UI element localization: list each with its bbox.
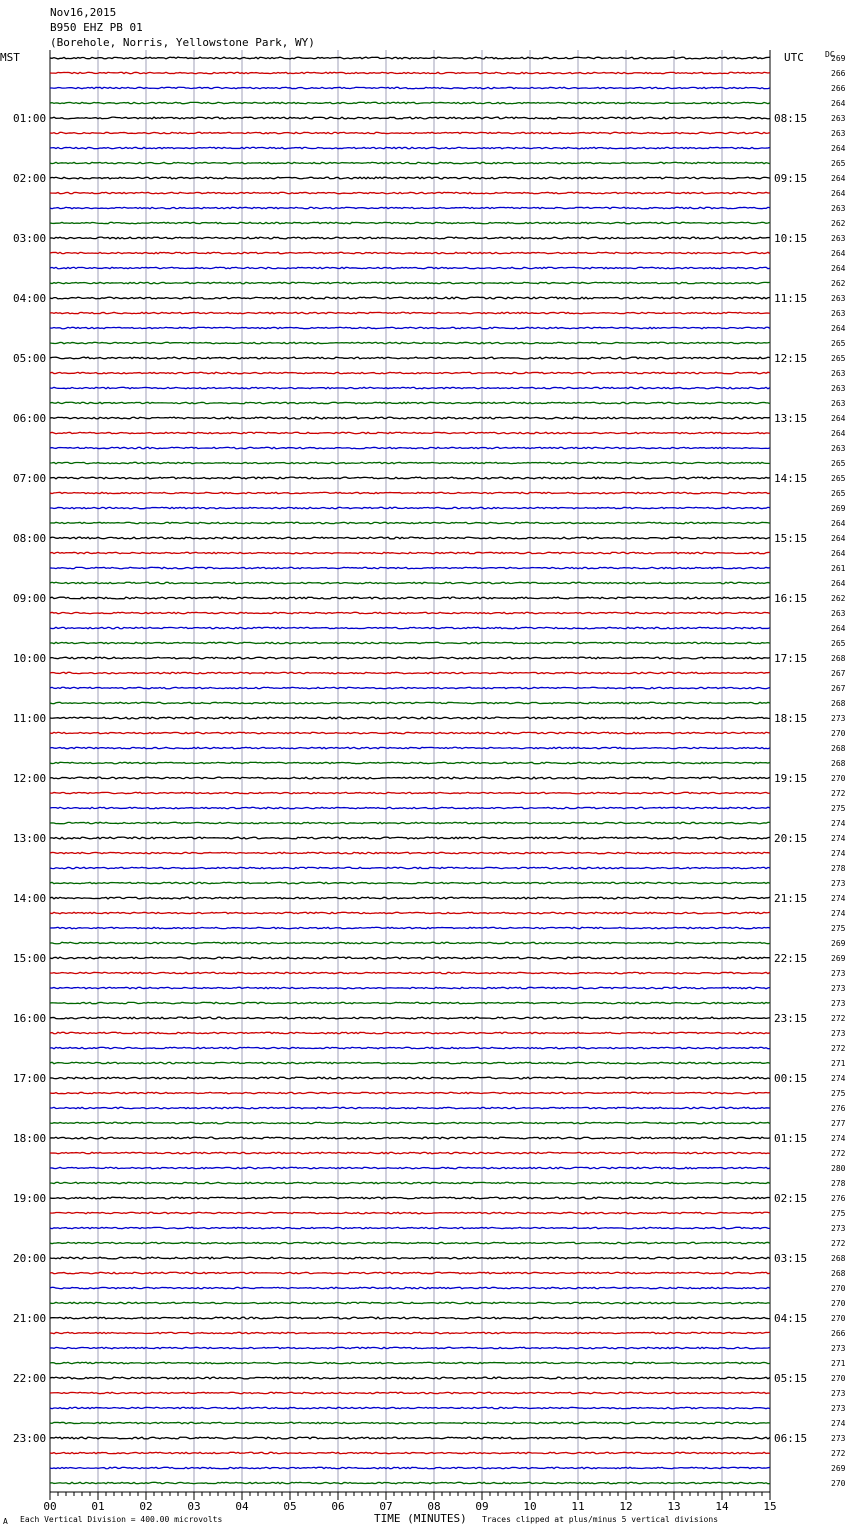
seismic-trace (50, 1332, 770, 1334)
utc-hour-label: 13:15 (774, 412, 808, 425)
dc-offset-label: 263 (831, 444, 846, 453)
seismic-trace (50, 432, 770, 433)
utc-hour-label: 02:15 (774, 1192, 808, 1205)
x-tick-label: 05 (283, 1500, 297, 1513)
dc-offset-label: 265 (831, 639, 846, 648)
dc-offset-label: 268 (831, 744, 846, 753)
seismic-trace (50, 72, 770, 74)
dc-offset-label: 264 (831, 624, 846, 633)
clip-note: Traces clipped at plus/minus 5 vertical divisions (482, 1515, 719, 1524)
dc-offset-label: 264 (831, 519, 846, 528)
utc-hour-label: 04:15 (774, 1312, 808, 1325)
dc-offset-label: 274 (831, 1074, 846, 1083)
dc-offset-label: 270 (831, 1299, 846, 1308)
dc-offset-label: 264 (831, 99, 846, 108)
seismic-trace (50, 942, 770, 944)
dc-offset-label: 273 (831, 1404, 846, 1413)
x-tick-label: 04 (235, 1500, 249, 1513)
dc-offset-label: 264 (831, 249, 846, 258)
utc-hour-label: 20:15 (774, 832, 808, 845)
dc-offset-label: 261 (831, 564, 846, 573)
station-code: B950 EHZ PB 01 (50, 21, 143, 34)
seismic-trace (50, 897, 770, 899)
seismic-trace (50, 507, 770, 508)
dc-offset-label: 263 (831, 129, 846, 138)
seismic-trace (50, 687, 770, 689)
left-timezone-label: MST (0, 51, 20, 64)
seismic-trace (50, 117, 770, 119)
dc-offset-label: 269 (831, 1464, 846, 1473)
dc-offset-label: 276 (831, 1194, 846, 1203)
seismic-trace (50, 402, 770, 403)
vertical-grid (50, 50, 770, 1492)
x-tick-label: 08 (427, 1500, 441, 1513)
dc-offset-label: 264 (831, 549, 846, 558)
dc-offset-label: 275 (831, 1089, 846, 1098)
dc-offset-label: 274 (831, 894, 846, 903)
seismic-trace (50, 867, 770, 868)
dc-offset-label: 267 (831, 669, 846, 678)
dc-offset-label: 264 (831, 534, 846, 543)
utc-hour-label: 17:15 (774, 652, 808, 665)
dc-offset-label: 273 (831, 1344, 846, 1353)
seismic-trace (50, 957, 770, 959)
mst-hour-label: 18:00 (13, 1132, 47, 1145)
mst-hour-label: 07:00 (13, 472, 47, 485)
dc-offset-label: 270 (831, 1374, 846, 1383)
dc-offset-label: 274 (831, 834, 846, 843)
seismic-trace (50, 192, 770, 194)
mst-hour-label: 10:00 (13, 652, 47, 665)
dc-offset-label: 277 (831, 1119, 846, 1128)
seismic-trace (50, 972, 770, 973)
mst-hour-label: 05:00 (13, 352, 47, 365)
seismic-trace (50, 177, 770, 179)
seismic-trace (50, 702, 770, 704)
seismic-trace (50, 1122, 770, 1124)
seismic-trace (50, 807, 770, 809)
x-tick-label: 11 (571, 1500, 585, 1513)
mst-hour-label: 23:00 (13, 1432, 47, 1445)
mst-hour-label: 11:00 (13, 712, 47, 725)
trace-group (50, 57, 770, 1484)
utc-hour-label: 19:15 (774, 772, 808, 785)
seismic-trace (50, 612, 770, 613)
utc-hour-label: 09:15 (774, 172, 808, 185)
seismic-trace (50, 477, 770, 479)
x-tick-label: 15 (763, 1500, 777, 1513)
seismic-trace (50, 1467, 770, 1469)
seismic-trace (50, 1107, 770, 1108)
utc-hour-label: 11:15 (774, 292, 808, 305)
dc-offset-label: 262 (831, 219, 846, 228)
seismic-trace (50, 837, 770, 839)
scale-note: Each Vertical Division = 400.00 microvolts (20, 1515, 223, 1524)
seismic-trace (50, 747, 770, 748)
seismic-trace (50, 732, 770, 733)
seismic-trace (50, 642, 770, 643)
x-tick-label: 07 (379, 1500, 393, 1513)
utc-hour-label: 16:15 (774, 592, 808, 605)
mst-hour-label: 20:00 (13, 1252, 47, 1265)
seismic-trace (50, 882, 770, 884)
seismic-trace (50, 537, 770, 539)
seismic-trace (50, 1482, 770, 1483)
x-axis (43, 1492, 776, 1513)
dc-offset-label: 273 (831, 1434, 846, 1443)
seismic-trace (50, 87, 770, 88)
dc-offset-label: 264 (831, 429, 846, 438)
seismic-trace (50, 777, 770, 779)
seismic-trace (50, 372, 770, 374)
dc-offset-label: 269 (831, 939, 846, 948)
utc-hour-label: 00:15 (774, 1072, 808, 1085)
seismic-trace (50, 1242, 770, 1244)
seismic-trace (50, 582, 770, 583)
seismic-trace (50, 327, 770, 328)
seismic-trace (50, 267, 770, 269)
seismic-trace (50, 1062, 770, 1064)
mst-hour-label: 06:00 (13, 412, 47, 425)
seismic-trace (50, 1257, 770, 1259)
dc-offset-label: 272 (831, 1449, 846, 1458)
dc-offset-label: 264 (831, 324, 846, 333)
seismic-trace (50, 672, 770, 673)
mst-hour-label: 03:00 (13, 232, 47, 245)
mst-hour-label: 02:00 (13, 172, 47, 185)
seismic-trace (50, 1362, 770, 1364)
seismic-trace (50, 717, 770, 719)
seismic-trace (50, 342, 770, 343)
mst-hour-label: 14:00 (13, 892, 47, 905)
dc-offset-label: 274 (831, 1134, 846, 1143)
dc-offset-label: 264 (831, 174, 846, 183)
dc-offset-label: 265 (831, 339, 846, 348)
dc-offset-label: 271 (831, 1059, 846, 1068)
dc-offset-label: 272 (831, 1239, 846, 1248)
mst-hour-label: 15:00 (13, 952, 47, 965)
utc-hour-label: 10:15 (774, 232, 808, 245)
dc-offset-label: 263 (831, 204, 846, 213)
dc-offset-label: 263 (831, 294, 846, 303)
seismic-trace (50, 567, 770, 568)
dc-offset-label: 269 (831, 504, 846, 513)
dc-offset-label: 274 (831, 819, 846, 828)
seismic-trace (50, 522, 770, 523)
dc-offset-label: 280 (831, 1164, 846, 1173)
right-timezone-label: UTC (784, 51, 804, 64)
seismic-trace (50, 417, 770, 419)
seismic-trace (50, 912, 770, 913)
seismic-trace (50, 1047, 770, 1048)
dc-offset-label: 266 (831, 69, 846, 78)
dc-offset-label: 273 (831, 1224, 846, 1233)
seismic-trace (50, 822, 770, 824)
seismic-trace (50, 792, 770, 794)
seismic-trace (50, 312, 770, 313)
seismic-trace (50, 1272, 770, 1274)
dc-offset-label: 264 (831, 264, 846, 273)
dc-offset-label: 269 (831, 54, 846, 63)
dc-offset-label: 263 (831, 399, 846, 408)
seismic-trace (50, 162, 770, 164)
utc-hour-label: 06:15 (774, 1432, 808, 1445)
seismic-trace (50, 1287, 770, 1289)
seismic-trace (50, 57, 770, 59)
seismic-trace (50, 462, 770, 464)
dc-offset-label: 265 (831, 354, 846, 363)
seismic-trace (50, 657, 770, 659)
dc-offset-label: 263 (831, 234, 846, 243)
seismic-trace (50, 1002, 770, 1003)
seismic-trace (50, 1377, 770, 1379)
seismic-trace (50, 1212, 770, 1213)
dc-offset-label: 274 (831, 849, 846, 858)
dc-offset-label: 273 (831, 1029, 846, 1038)
seismic-trace (50, 1227, 770, 1229)
dc-offset-label: 275 (831, 1209, 846, 1218)
seismic-trace (50, 1077, 770, 1079)
seismic-trace (50, 852, 770, 853)
dc-offset-label: 268 (831, 1269, 846, 1278)
seismic-trace (50, 387, 770, 389)
seismic-trace (50, 627, 770, 629)
x-tick-label: 03 (187, 1500, 201, 1513)
utc-hour-label: 18:15 (774, 712, 808, 725)
x-tick-label: 00 (43, 1500, 57, 1513)
x-tick-label: 01 (91, 1500, 105, 1513)
dc-offset-label: 264 (831, 579, 846, 588)
utc-hour-label: 15:15 (774, 532, 808, 545)
seismic-trace (50, 102, 770, 104)
mst-hour-label: 16:00 (13, 1012, 47, 1025)
dc-offset-label: 269 (831, 954, 846, 963)
seismic-trace (50, 762, 770, 763)
dc-offset-label: 273 (831, 879, 846, 888)
mst-hour-label: 08:00 (13, 532, 47, 545)
dc-offset-label: 263 (831, 114, 846, 123)
seismic-trace (50, 282, 770, 283)
seismic-trace (50, 1422, 770, 1424)
x-tick-label: 09 (475, 1500, 489, 1513)
dc-offset-label: 270 (831, 729, 846, 738)
dc-offset-label: 275 (831, 804, 846, 813)
seismic-trace (50, 1452, 770, 1453)
dc-offset-label: 268 (831, 1254, 846, 1263)
utc-hour-label: 08:15 (774, 112, 808, 125)
dc-offset-label: 263 (831, 609, 846, 618)
mst-hour-label: 22:00 (13, 1372, 47, 1385)
seismic-trace (50, 1167, 770, 1168)
seismic-trace (50, 1347, 770, 1348)
seismic-trace (50, 1137, 770, 1139)
dc-offset-label: 265 (831, 159, 846, 168)
utc-hour-label: 05:15 (774, 1372, 808, 1385)
dc-offset-label: 264 (831, 144, 846, 153)
mst-hour-label: 13:00 (13, 832, 47, 845)
dc-offset-label: 263 (831, 369, 846, 378)
mst-hour-label: 12:00 (13, 772, 47, 785)
seismic-trace (50, 222, 770, 224)
dc-offset-label: 276 (831, 1104, 846, 1113)
seismic-trace (50, 987, 770, 989)
seismic-trace (50, 492, 770, 494)
mst-hour-label: 04:00 (13, 292, 47, 305)
dc-offset-label: 264 (831, 189, 846, 198)
dc-offset-label: 263 (831, 384, 846, 393)
x-tick-label: 06 (331, 1500, 345, 1513)
dc-offset-label: 263 (831, 309, 846, 318)
dc-offset-label: 266 (831, 84, 846, 93)
utc-hour-label: 22:15 (774, 952, 808, 965)
dc-offset-label: 272 (831, 1044, 846, 1053)
mst-hour-label: 17:00 (13, 1072, 47, 1085)
mst-hour-label: 01:00 (13, 112, 47, 125)
x-tick-label: 02 (139, 1500, 153, 1513)
plot-date: Nov16,2015 (50, 6, 117, 19)
dc-offset-label: 272 (831, 1149, 846, 1158)
dc-offset-label: 268 (831, 759, 846, 768)
mst-hour-label: 21:00 (13, 1312, 47, 1325)
seismic-trace (50, 1017, 770, 1019)
dc-offset-label: 278 (831, 1179, 846, 1188)
dc-offset-label: 274 (831, 1419, 846, 1428)
seismic-trace (50, 1197, 770, 1199)
seismic-trace (50, 1392, 770, 1393)
dc-offset-label: 272 (831, 789, 846, 798)
utc-hour-label: 03:15 (774, 1252, 808, 1265)
dc-offset-label: 275 (831, 924, 846, 933)
dc-offset-label: 270 (831, 1284, 846, 1293)
x-tick-label: 10 (523, 1500, 537, 1513)
seismic-trace (50, 207, 770, 208)
dc-offset-label: 270 (831, 1479, 846, 1488)
dc-offset-label: 270 (831, 774, 846, 783)
dc-offset-label: 262 (831, 594, 846, 603)
dc-offset-label: 273 (831, 999, 846, 1008)
seismic-trace (50, 927, 770, 928)
seismic-trace (50, 252, 770, 254)
seismic-trace (50, 132, 770, 134)
mst-hour-label: 09:00 (13, 592, 47, 605)
seismic-trace (50, 1182, 770, 1183)
dc-offset-label: 265 (831, 474, 846, 483)
seismic-trace (50, 1302, 770, 1303)
utc-hour-label: 23:15 (774, 1012, 808, 1025)
seismic-trace (50, 1317, 770, 1319)
seismic-trace (50, 447, 770, 449)
dc-offset-label: 271 (831, 1359, 846, 1368)
utc-hour-label: 21:15 (774, 892, 808, 905)
dc-column-label: DC (825, 50, 835, 59)
dc-offset-label: 264 (831, 414, 846, 423)
dc-offset-label: 273 (831, 714, 846, 723)
dc-offset-label: 273 (831, 1389, 846, 1398)
x-tick-label: 12 (619, 1500, 633, 1513)
seismic-trace (50, 1152, 770, 1153)
dc-offset-label: 268 (831, 699, 846, 708)
mst-hour-label: 19:00 (13, 1192, 47, 1205)
seismic-trace (50, 147, 770, 149)
dc-offset-label: 265 (831, 459, 846, 468)
seismic-trace (50, 297, 770, 299)
seismic-trace (50, 1092, 770, 1093)
x-tick-label: 14 (715, 1500, 729, 1513)
dc-offset-label: 262 (831, 279, 846, 288)
utc-hour-label: 01:15 (774, 1132, 808, 1145)
seismic-trace (50, 1407, 770, 1408)
utc-hour-label: 14:15 (774, 472, 808, 485)
station-location: (Borehole, Norris, Yellowstone Park, WY) (50, 36, 315, 49)
dc-offset-label: 272 (831, 1014, 846, 1023)
dc-offset-label: 274 (831, 909, 846, 918)
utc-hour-label: 12:15 (774, 352, 808, 365)
dc-offset-label: 273 (831, 984, 846, 993)
dc-offset-label: 266 (831, 1329, 846, 1338)
seismic-trace (50, 1032, 770, 1034)
x-axis-title: TIME (MINUTES) (374, 1512, 467, 1525)
dc-offset-label: 267 (831, 684, 846, 693)
corner-mark: A (3, 1517, 8, 1526)
dc-offset-label: 273 (831, 969, 846, 978)
seismic-trace (50, 597, 770, 599)
seismic-trace (50, 357, 770, 359)
dc-offset-label: 278 (831, 864, 846, 873)
seismic-trace (50, 552, 770, 554)
x-tick-label: 13 (667, 1500, 681, 1513)
dc-offset-label: 265 (831, 489, 846, 498)
seismic-trace (50, 237, 770, 239)
dc-offset-label: 270 (831, 1314, 846, 1323)
seismic-trace (50, 1437, 770, 1439)
dc-offset-label: 268 (831, 654, 846, 663)
